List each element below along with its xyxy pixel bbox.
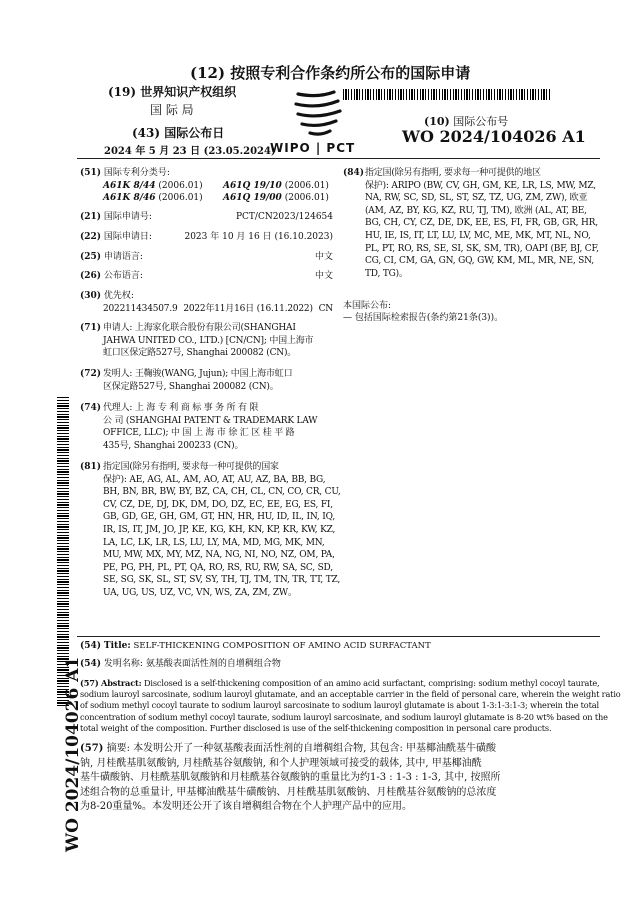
field-71 [80, 322, 342, 360]
f25-code: (25) [80, 252, 102, 262]
field-74 [80, 402, 342, 452]
f84-line: HU, IE, IS, IT, LT, LU, LV, MC, ME, MK, MT, NL, NO, [365, 230, 591, 241]
class-2-code: A61Q 19/10 [223, 180, 282, 191]
class-3-year: (2006.01) [158, 193, 203, 204]
main-title: (12) 按照专利合作条约所公布的国际申请 [190, 64, 471, 82]
field-25 [80, 251, 333, 264]
f71-line: 虹口区保定路527号, Shanghai 200082 (CN)。 [103, 348, 297, 359]
f84-line: 保护): ARIPO (BW, CV, GH, GM, KE, LR, LS, MW, MZ, [365, 180, 596, 191]
field-57-en [80, 678, 621, 734]
class-3-code: A61K 8/46 [103, 193, 156, 204]
field-72 [80, 368, 342, 393]
field-81 [80, 461, 342, 600]
f30-label: 优先权: [103, 291, 134, 301]
f21-label: 国际申请号: [103, 212, 152, 222]
f57zh-code: (57) [80, 743, 104, 754]
header-divider [77, 158, 600, 159]
f57en-line: concentration of sodium methyl cocoyl taurate, sodium lauroyl sarcosinate, and sodium lauroyl glutamate is 8-20 wt% based on the [80, 711, 608, 722]
f81-line: UA, UG, US, UZ, VC, VN, WS, ZA, ZM, ZW。 [103, 587, 297, 598]
f81-line: PE, PG, PH, PL, PT, QA, RO, RS, RU, RW, SA, SC, SD, [103, 562, 333, 573]
pubdate-value: 2024 年 5 月 23 日 (23.05.2024) [104, 146, 276, 157]
field-57-zh [80, 742, 605, 815]
org-sub: 国 际 局 [150, 103, 194, 117]
f57en-line: of sodium methyl cocoyl taurate to sodium lauroyl sarcosinate to sodium lauroyl glutamate is about 1-3:1-3:1-3; wherein the total [80, 700, 599, 711]
f21-value: PCT/CN2023/124654 [235, 212, 333, 222]
f74-line: 435号, Shanghai 200233 (CN)。 [103, 440, 244, 451]
f84-line: CG, CI, CM, GA, GN, GQ, GW, KM, ML, MR, NE, SN, [365, 256, 594, 267]
f57en-code: (57) [80, 678, 99, 688]
f26-code: (26) [80, 271, 102, 281]
published-label: 本国际公布: [343, 301, 392, 311]
class-4-code: A61Q 19/00 [223, 193, 282, 204]
f57zh-line: 基牛磺酸钠、月桂酰基肌氨酸钠和月桂酰基谷氨酸钠的重量比为约1-3 : 1-3 : 1-3, 其中, 按照所 [80, 772, 501, 784]
f81-line: LA, LC, LK, LR, LS, LU, LY, MA, MD, MG, MK, MN, [103, 537, 325, 548]
f54-zh-label: 发明名称: [103, 659, 143, 669]
f81-code: (81) [80, 462, 102, 472]
f74-line: OFFICE, LLC); 中 国 上 海 市 徐 汇 区 桂 平 路 [103, 428, 295, 439]
pubdate-code: (43) [132, 126, 161, 140]
f22-value: 2023 年 10 月 16 日 (16.10.2023) [184, 232, 333, 242]
f26-label: 公布语言: [103, 271, 143, 281]
field-30 [80, 290, 333, 315]
pubdate-line [132, 124, 224, 141]
f57zh-line: 为8-20重量%。本发明还公开了该自增稠组合物在个人护理产品中的应用。 [80, 801, 412, 813]
f54-en-value: SELF-THICKENING COMPOSITION OF AMINO ACID SURFACTANT [133, 641, 431, 651]
class-1-code: A61K 8/44 [103, 180, 156, 191]
f81-line: SE, SG, SK, SL, ST, SV, SY, TH, TJ, TM, TN, TR, TT, TZ, [103, 575, 341, 586]
f51-code: (51) [80, 168, 102, 178]
field-22 [80, 231, 333, 244]
top-barcode [343, 89, 550, 100]
f81-line: GB, GD, GE, GH, GM, GT, HN, HR, HU, ID, IL, IN, IQ, [103, 512, 335, 523]
f84-line: TD, TG)。 [365, 268, 408, 279]
pubno-label: 国际公布号 [453, 115, 509, 128]
f84-line: NA, RW, SC, SD, SL, ST, SZ, TZ, UG, ZM, ZW), 欧亚 [365, 193, 588, 204]
f81-line: 指定国(除另有指明, 要求每一种可提供的国家 [103, 462, 279, 472]
field-26 [80, 270, 333, 283]
side-number: WO 2024/104026 A1 [63, 656, 83, 852]
field-21 [80, 211, 333, 224]
f71-code: (71) [80, 323, 102, 333]
f25-label: 申请语言: [103, 252, 143, 262]
f57en-line: total weight of the composition. Further disclosed is use of the self-thickening composition in personal care products. [80, 722, 552, 733]
f81-line: CV, CZ, DE, DJ, DK, DM, DO, DZ, EC, EE, EG, ES, FI, [103, 499, 333, 510]
f71-line: 申请人: 上海家化联合股份有限公司(SHANGHAI [103, 323, 296, 333]
f54-code-zh: (54) [80, 659, 102, 669]
f30-number: 202211434507.9 [103, 303, 178, 314]
f71-line: JAHWA UNITED CO., LTD.) [CN/CN]; 中国上海市 [103, 335, 314, 346]
f74-code: (74) [80, 403, 102, 413]
f57en-line: sodium lauroyl sarcosinate, sodium lauroyl glutamate, and an acceptable carrier in the field of personal care, wherein the weight ratio [80, 689, 621, 700]
f30-code: (30) [80, 291, 102, 301]
f57zh-line: 摘要: 本发明公开了一种氨基酸表面活性剂的自增稠组合物, 其包含: 甲基椰油酰基牛磺酸 [106, 743, 497, 754]
f72-line: 发明人: 王鞠骏(WANG, Jujun); 中国上海市虹口 [103, 369, 293, 379]
f22-code: (22) [80, 232, 102, 242]
f54-zh-value: 氨基酸表面活性剂的自增稠组合物 [145, 659, 281, 669]
field-54-zh [80, 658, 281, 671]
wipo-text: WIPO | PCT [270, 141, 356, 155]
f74-line: 公 司 (SHANGHAI PATENT & TRADEMARK LAW [103, 415, 318, 426]
f81-line: BH, BN, BR, BW, BY, BZ, CA, CH, CL, CN, CO, CR, CU, [103, 487, 341, 498]
f57zh-line: 钠, 月桂酰基肌氨酸钠, 月桂酰基谷氨酸钠, 和个人护理领域可接受的载体, 其中, 甲基椰油酰 [80, 757, 482, 769]
field-54-en [80, 640, 431, 653]
f21-code: (21) [80, 212, 102, 222]
org-code: (19) [108, 85, 137, 99]
f57en-label: Abstract: [101, 678, 142, 688]
f81-line: 保护): AE, AG, AL, AM, AO, AT, AU, AZ, BA, BB, BG, [103, 474, 326, 485]
f57zh-line: 述组合物的总重量计, 甲基椰油酰基牛磺酸钠、月桂酰基肌氨酸钠、月桂酰基谷氨酸钠的总浓度 [80, 786, 497, 798]
body-divider [77, 636, 600, 637]
f84-code: (84) [343, 168, 365, 178]
f57en-line: Disclosed is a self-thickening composition of an amino acid surfactant, comprising: sodium methyl cocoyl taurate, [143, 678, 600, 688]
f84-line: 指定国(除另有指明, 要求每一种可提供的地区 [365, 168, 541, 178]
pubno-code: (10) [424, 115, 450, 128]
f84-line: PL, PT, RO, RS, SE, SI, SK, SM, TR), OAPI (BF, BJ, CF, [365, 243, 599, 254]
f51-label: 国际专利分类号: [103, 168, 170, 178]
class-2-year: (2006.01) [284, 180, 329, 191]
f54-code: (54) [80, 641, 102, 651]
f84-line: (AM, AZ, BY, KG, KZ, RU, TJ, TM), 欧洲 (AL, AT, BE, [365, 205, 587, 216]
f54-en-label: Title: [103, 641, 131, 651]
f30-country: CN [318, 303, 333, 314]
field-51 [80, 167, 340, 205]
class-1-year: (2006.01) [158, 180, 203, 191]
f81-line: IR, IS, IT, JM, JO, JP, KE, KG, KH, KN, KP, KR, KW, KZ, [103, 524, 336, 535]
published-item: — 包括国际检索报告(条约第21条(3))。 [343, 313, 504, 323]
field-84 [343, 167, 605, 280]
org-name-line [108, 86, 236, 99]
f25-value: 中文 [314, 252, 333, 262]
org-name: 世界知识产权组织 [140, 85, 237, 99]
pubno-value: WO 2024/104026 A1 [402, 127, 586, 146]
f81-line: MU, MW, MX, MY, MZ, NA, NG, NI, NO, NZ, OM, PA, [103, 550, 335, 561]
f72-code: (72) [80, 369, 102, 379]
f30-date: 2022年11月16日 (16.11.2022) [183, 303, 313, 314]
class-4-year: (2006.01) [284, 193, 329, 204]
f74-line: 代理人: 上 海 专 利 商 标 事 务 所 有 限 [103, 403, 259, 413]
f22-label: 国际申请日: [103, 232, 152, 242]
f84-line: BG, CH, CY, CZ, DE, DK, EE, ES, FI, FR, GB, GR, HR, [365, 218, 598, 229]
f26-value: 中文 [314, 271, 333, 281]
pubdate-label: 国际公布日 [164, 126, 225, 140]
f72-line: 区保定路527号, Shanghai 200082 (CN)。 [103, 381, 279, 392]
